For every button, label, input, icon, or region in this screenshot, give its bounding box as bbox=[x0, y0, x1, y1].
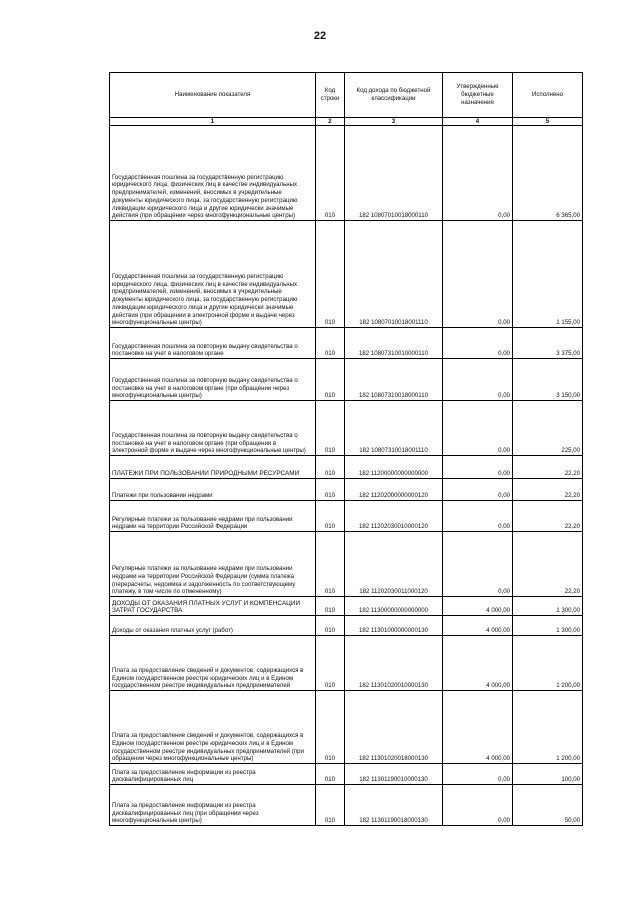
table-row bbox=[110, 691, 583, 764]
row-executed: 1 200,00 bbox=[513, 636, 583, 691]
row-name: ДОХОДЫ ОТ ОКАЗАНИЯ ПЛАТНЫХ УСЛУГ И КОМПЕНСАЦИИ ЗАТРАТ ГОСУДАРСТВА bbox=[110, 597, 316, 616]
row-approved: 4 000,00 bbox=[443, 691, 513, 764]
row-kbk: 182 11301020018000130 bbox=[345, 691, 443, 764]
row-executed: 1 155,00 bbox=[513, 221, 583, 328]
table-row bbox=[110, 501, 583, 532]
row-executed: 1 300,00 bbox=[513, 597, 583, 616]
row-code: 010 bbox=[316, 616, 345, 636]
revenue-table bbox=[109, 72, 583, 826]
table-row bbox=[110, 126, 583, 221]
row-executed: 50,00 bbox=[513, 785, 583, 826]
row-kbk: 182 10807010018001110 bbox=[345, 221, 443, 328]
row-name: Регулярные платежи за пользование недрами при пользовании недрами на территории Российской Федерации bbox=[110, 501, 316, 532]
table-header-row bbox=[110, 73, 583, 118]
header-approved: Утвержденные бюджетные назначения bbox=[443, 73, 513, 118]
row-approved: 0,00 bbox=[443, 359, 513, 401]
row-name: Доходы от оказания платных услуг (работ) bbox=[110, 616, 316, 636]
row-executed: 22,20 bbox=[513, 532, 583, 597]
row-approved: 0,00 bbox=[443, 479, 513, 501]
row-code: 010 bbox=[316, 359, 345, 401]
row-name: Плата за предоставление информации из реестра дисквалифицированных лиц (при обращении через многофункциональные центры) bbox=[110, 785, 316, 826]
row-name: Государственная пошлина за повторную выдачу свидетельства о постановке на учет в налоговом органе bbox=[110, 328, 316, 359]
row-approved: 0,00 bbox=[443, 785, 513, 826]
row-code: 010 bbox=[316, 328, 345, 359]
row-name: Плата за предоставление сведений и документов, содержащихся в Едином государственном реестре юридических лиц и в Едином государственном реестре индивидуальных предпринимателей bbox=[110, 636, 316, 691]
table-row bbox=[110, 479, 583, 501]
row-approved: 0,00 bbox=[443, 328, 513, 359]
row-code: 010 bbox=[316, 691, 345, 764]
row-code: 010 bbox=[316, 501, 345, 532]
row-name: Государственная пошлина за повторную выдачу свидетельства о постановке на учет в налоговом органе (при обращении в электронной форме и выдаче через многофункциональные центры) bbox=[110, 401, 316, 456]
row-executed: 22,20 bbox=[513, 456, 583, 479]
table-row bbox=[110, 597, 583, 616]
table-row bbox=[110, 221, 583, 328]
row-code: 010 bbox=[316, 636, 345, 691]
table-row bbox=[110, 328, 583, 359]
row-code: 010 bbox=[316, 456, 345, 479]
row-name: Государственная пошлина за государственную регистрацию юридического лица, физических лиц в качестве индивидуальных предпринимателей, изменений, вносимых в учредительные документы юридического лица, за государственную регистрацию ликвидации юридического лица и другие юридически значимые действия (при обращении через многофункциональные центры) bbox=[110, 126, 316, 221]
row-approved: 4 000,00 bbox=[443, 636, 513, 691]
table-row bbox=[110, 636, 583, 691]
row-name: Государственная пошлина за повторную выдачу свидетельства о постановке на учет в налоговом органе (при обращении через многофункциональные центры) bbox=[110, 359, 316, 401]
row-kbk: 182 10807310018001110 bbox=[345, 401, 443, 456]
row-name: Плата за предоставление информации из реестра дисквалифицированных лиц bbox=[110, 764, 316, 785]
header-executed: Исполнено bbox=[513, 73, 583, 118]
table-row bbox=[110, 456, 583, 479]
column-number: 4 bbox=[443, 118, 513, 126]
row-executed: 1 200,00 bbox=[513, 691, 583, 764]
row-kbk: 182 11301020010000130 bbox=[345, 636, 443, 691]
row-code: 010 bbox=[316, 401, 345, 456]
row-kbk: 182 11202030011000120 bbox=[345, 532, 443, 597]
row-code: 010 bbox=[316, 785, 345, 826]
column-number: 3 bbox=[345, 118, 443, 126]
row-approved: 4 000,00 bbox=[443, 597, 513, 616]
row-kbk: 182 11202000000000120 bbox=[345, 479, 443, 501]
row-name: ПЛАТЕЖИ ПРИ ПОЛЬЗОВАНИИ ПРИРОДНЫМИ РЕСУРСАМИ bbox=[110, 456, 316, 479]
table-row bbox=[110, 401, 583, 456]
row-executed: 3 375,00 bbox=[513, 328, 583, 359]
column-number-row bbox=[110, 118, 583, 126]
header-code: Код строки bbox=[316, 73, 345, 118]
column-number: 2 bbox=[316, 118, 345, 126]
row-executed: 100,00 bbox=[513, 764, 583, 785]
header-kbk: Код дохода по бюджетной классификации bbox=[345, 73, 443, 118]
row-approved: 4 000,00 bbox=[443, 616, 513, 636]
row-kbk: 182 11202030010000120 bbox=[345, 501, 443, 532]
row-executed: 22,20 bbox=[513, 479, 583, 501]
row-code: 010 bbox=[316, 221, 345, 328]
table-row bbox=[110, 616, 583, 636]
row-executed: 6 365,00 bbox=[513, 126, 583, 221]
row-executed: 1 300,00 bbox=[513, 616, 583, 636]
header-name: Наименование показателя bbox=[110, 73, 316, 118]
row-name: Платежи при пользовании недрами bbox=[110, 479, 316, 501]
row-code: 010 bbox=[316, 532, 345, 597]
row-approved: 0,00 bbox=[443, 126, 513, 221]
row-code: 010 bbox=[316, 764, 345, 785]
row-kbk: 182 10807310010000110 bbox=[345, 328, 443, 359]
row-executed: 225,00 bbox=[513, 401, 583, 456]
row-name: Регулярные платежи за пользование недрами при пользовании недрами на территории Российской Федерации (сумма платежа (перерасчеты, недоимка и задолженность по соответствующему платежу, в том числе по отмененному) bbox=[110, 532, 316, 597]
row-code: 010 bbox=[316, 479, 345, 501]
row-kbk: 182 11301000000000130 bbox=[345, 616, 443, 636]
page-number: 22 bbox=[313, 30, 327, 42]
row-name: Плата за предоставление сведений и документов, содержащихся в Едином государственном реестре юридических лиц и в Едином государственном реестре индивидуальных предпринимателей (при обращении через многофункциональные центры) bbox=[110, 691, 316, 764]
row-approved: 0,00 bbox=[443, 401, 513, 456]
row-approved: 0,00 bbox=[443, 501, 513, 532]
table-row bbox=[110, 532, 583, 597]
row-executed: 22,20 bbox=[513, 501, 583, 532]
row-name: Государственная пошлина за государственную регистрацию юридического лица, физических лиц в качестве индивидуальных предпринимателей, изменений, вносимых в учредительные документы юридического лица, за государственную регистрацию ликвидации юридического лица и другие юридически значимые действия (при обращении в электронной форме и выдаче через многофункциональные центры) bbox=[110, 221, 316, 328]
row-approved: 0,00 bbox=[443, 532, 513, 597]
column-number: 5 bbox=[513, 118, 583, 126]
row-kbk: 182 11301190018000130 bbox=[345, 785, 443, 826]
row-kbk: 182 10807010018000110 bbox=[345, 126, 443, 221]
table-row bbox=[110, 359, 583, 401]
row-approved: 0,00 bbox=[443, 456, 513, 479]
row-kbk: 182 11301190010000130 bbox=[345, 764, 443, 785]
row-executed: 3 150,00 bbox=[513, 359, 583, 401]
table-row bbox=[110, 785, 583, 826]
row-kbk: 182 11200000000000000 bbox=[345, 456, 443, 479]
table-row bbox=[110, 764, 583, 785]
row-code: 010 bbox=[316, 126, 345, 221]
column-number: 1 bbox=[110, 118, 316, 126]
row-kbk: 182 10807310018000110 bbox=[345, 359, 443, 401]
row-code: 010 bbox=[316, 597, 345, 616]
row-approved: 0,00 bbox=[443, 221, 513, 328]
row-kbk: 182 11300000000000000 bbox=[345, 597, 443, 616]
row-approved: 0,00 bbox=[443, 764, 513, 785]
